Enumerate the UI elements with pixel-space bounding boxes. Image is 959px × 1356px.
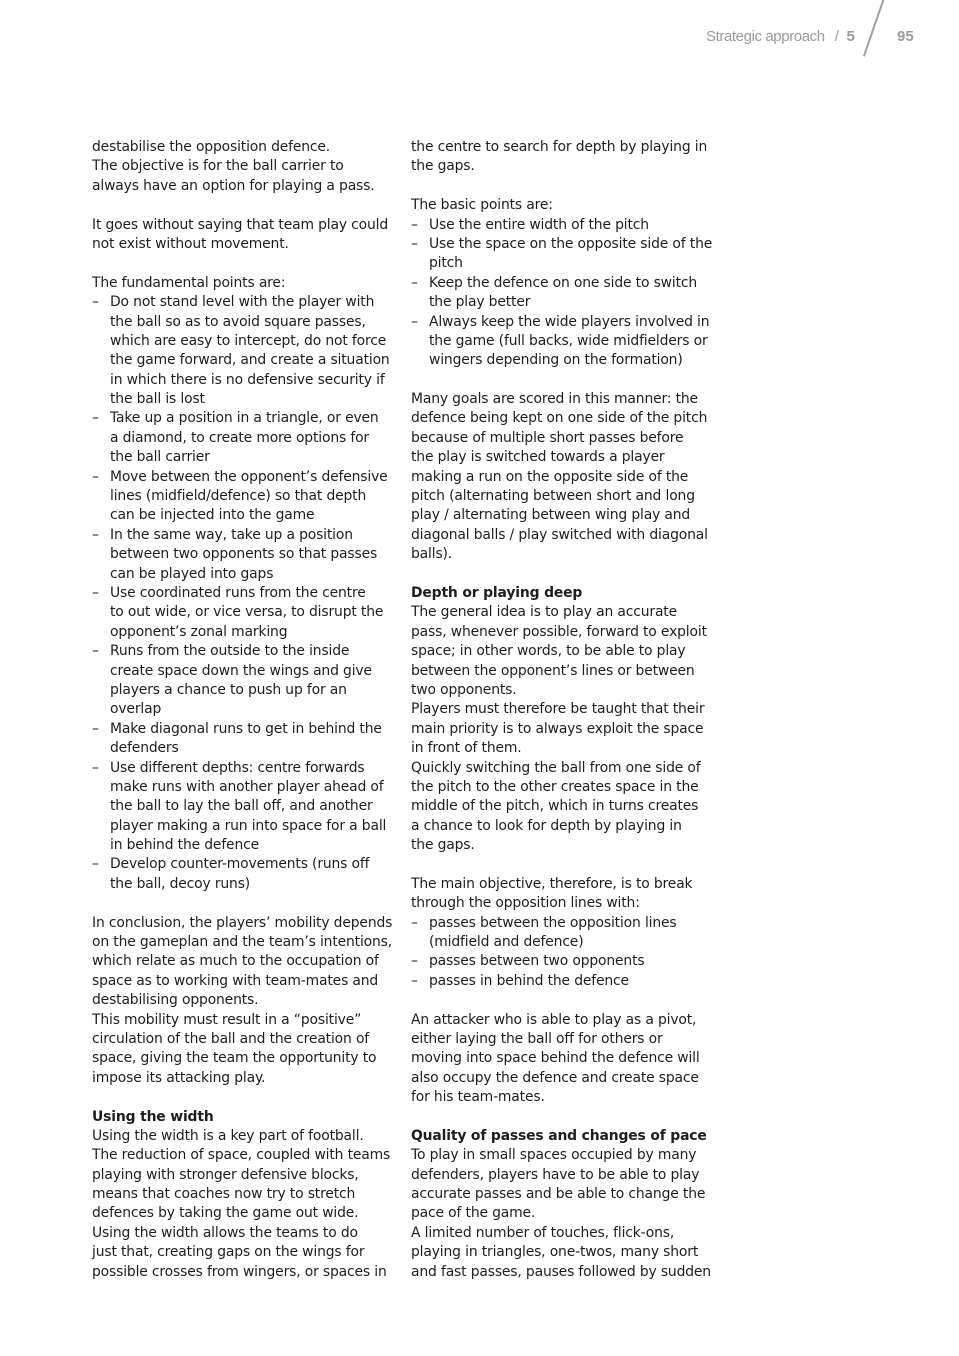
list-item-line: the play better (429, 294, 531, 311)
list-item-line: Make diagonal runs to get in behind the (110, 720, 382, 737)
list-item-line: Keep the defence on one side to switch (429, 274, 698, 291)
list-item-line: Use the space on the opposite side of the (429, 235, 713, 252)
list-item-line: (midfield and defence) (429, 934, 584, 951)
text-line: either laying the ball off for others or (411, 1030, 663, 1047)
text-line: Quickly switching the ball from one side of (411, 759, 701, 776)
text-line: the pitch to the other creates space in the (411, 778, 699, 795)
list-item-line: Use different depths: centre forwards (110, 759, 365, 776)
text-line: the gaps. (411, 837, 475, 854)
list-item (92, 720, 402, 759)
width-heading: Using the width (92, 1108, 214, 1125)
quality-heading: Quality of passes and changes of pace (411, 1127, 707, 1144)
list-item (92, 526, 402, 584)
list-item-line: in which there is no defensive security if (110, 371, 385, 388)
dash-bullet-icon: – (92, 468, 99, 485)
list-item-line: create space down the wings and give (110, 662, 372, 679)
dash-bullet-icon: – (92, 759, 99, 776)
list-item-line: which are easy to intercept, do not force (110, 332, 387, 349)
list-item-line: the game forward, and create a situation (110, 352, 390, 369)
text-line: through the opposition lines with: (411, 895, 640, 912)
list-item-line: a diamond, to create more options for (110, 429, 369, 446)
list-item-line: defenders (110, 740, 179, 757)
list-item-line: Take up a position in a triangle, or even (110, 410, 379, 427)
dash-bullet-icon: – (92, 410, 99, 427)
text-line: accurate passes and be able to change the (411, 1186, 706, 1203)
text-line: possible crosses from wingers, or spaces in (92, 1263, 387, 1280)
text-line: destabilising opponents. (92, 992, 259, 1009)
dash-bullet-icon: – (92, 720, 99, 737)
text-line: main priority is to always exploit the space (411, 720, 704, 737)
text-line: The main objective, therefore, is to break (411, 875, 693, 892)
text-line: space, giving the team the opportunity to (92, 1050, 377, 1067)
list-item-line: player making a run into space for a ball (110, 817, 387, 834)
objective-paragraph (411, 875, 721, 914)
conclusion-paragraph (92, 914, 402, 1089)
list-item-line: Develop counter-movements (runs off (110, 856, 370, 873)
list-item-line: Move between the opponent’s defensive (110, 468, 388, 485)
dash-bullet-icon: – (92, 294, 99, 311)
text-line: the centre to search for depth by playing in (411, 139, 708, 155)
text-line: between the opponent’s lines or between (411, 662, 695, 679)
list-item-line: make runs with another player ahead of (110, 778, 384, 795)
fundamental-points-list (92, 293, 402, 894)
text-line: To play in small spaces occupied by many (411, 1147, 697, 1164)
dash-bullet-icon: – (411, 274, 418, 291)
paragraph-gap (411, 855, 721, 874)
list-item-line: Do not stand level with the player with (110, 294, 375, 311)
list-item (92, 409, 402, 467)
basic-intro: The basic points are: (411, 197, 553, 214)
paragraph-gap (411, 565, 721, 584)
list-item-line: the ball is lost (110, 391, 205, 408)
text-line: the play is switched towards a player (411, 449, 665, 466)
list-item-line: Always keep the wide players involved in (429, 313, 710, 330)
list-item (92, 855, 402, 894)
paragraph-gap (92, 1088, 402, 1107)
list-item-line: the ball to lay the ball off, and another (110, 798, 373, 815)
list-item (411, 914, 721, 953)
left-column (92, 138, 402, 1282)
dash-bullet-icon: – (92, 526, 99, 543)
text-line: This mobility must result in a “positive” (92, 1011, 362, 1028)
page-header (0, 0, 959, 70)
objective-points-list (411, 914, 721, 992)
text-line: on the gameplan and the team’s intentions, (92, 934, 393, 951)
text-line: always have an option for playing a pass. (92, 177, 375, 194)
text-line: Using the width is a key part of football. (92, 1127, 364, 1144)
text-line: for his team-mates. (411, 1089, 545, 1106)
text-line: because of multiple short passes before (411, 429, 684, 446)
right-column (411, 138, 721, 1282)
list-item-line: Use coordinated runs from the centre (110, 584, 366, 601)
paragraph-gap (411, 371, 721, 390)
paragraph-gap (92, 196, 402, 215)
text-line: pass, whenever possible, forward to exploit (411, 623, 707, 640)
list-item-line: Use the entire width of the pitch (429, 216, 649, 233)
list-item (92, 759, 402, 856)
list-item-line: In the same way, take up a position (110, 526, 353, 543)
chapter-number: 5 (846, 28, 855, 45)
list-item-line: lines (midfield/defence) so that depth (110, 488, 367, 505)
list-item (92, 293, 402, 409)
pivot-paragraph (411, 1011, 721, 1108)
list-item-line: the ball, decoy runs) (110, 875, 251, 892)
list-item-line: the ball so as to avoid square passes, (110, 313, 366, 330)
dash-bullet-icon: – (411, 216, 418, 233)
list-item-line: pitch (429, 255, 463, 272)
list-item-line: passes between two opponents (429, 953, 645, 970)
dash-bullet-icon: – (411, 953, 418, 970)
list-item (92, 468, 402, 526)
text-line: a chance to look for depth by playing in (411, 817, 682, 834)
text-line: The reduction of space, coupled with teams (92, 1147, 391, 1164)
list-item-line: passes in behind the defence (429, 972, 629, 989)
list-item-line: can be played into gaps (110, 565, 274, 582)
list-item-line: the game (full backs, wide midfielders or (429, 332, 708, 349)
list-item (411, 274, 721, 313)
text-line: just that, creating gaps on the wings for (92, 1244, 365, 1261)
dash-bullet-icon: – (92, 856, 99, 873)
dash-bullet-icon: – (411, 235, 418, 252)
running-head (706, 28, 854, 45)
text-line: the gaps. (411, 158, 475, 175)
list-item-line: wingers depending on the formation) (429, 352, 683, 369)
text-line: Players must therefore be taught that their (411, 701, 705, 718)
list-item (92, 584, 402, 642)
text-line: moving into space behind the defence will (411, 1050, 700, 1067)
goals-paragraph (411, 390, 721, 565)
list-item (411, 972, 721, 991)
list-item-line: overlap (110, 701, 162, 718)
text-line: two opponents. (411, 681, 517, 698)
intro-paragraph (92, 138, 402, 196)
depth-paragraph (411, 603, 721, 855)
dash-bullet-icon: – (411, 914, 418, 931)
dash-bullet-icon: – (411, 972, 418, 989)
header-separator: / (834, 28, 839, 45)
list-item-line: players a chance to push up for an (110, 681, 347, 698)
list-item-line: between two opponents so that passes (110, 546, 378, 563)
text-line: making a run on the opposite side of the (411, 468, 689, 485)
text-line: pitch (alternating between short and long (411, 488, 695, 505)
text-line: middle of the pitch, which in turns creates (411, 798, 699, 815)
header-slash-divider (863, 0, 885, 57)
list-item-line: passes between the opposition lines (429, 914, 677, 931)
text-line: play / alternating between wing play and (411, 507, 691, 524)
width-paragraph (92, 1127, 402, 1282)
list-item-line: in behind the defence (110, 837, 259, 854)
text-line: Using the width allows the teams to do (92, 1224, 358, 1241)
text-line: playing in triangles, one-twos, many short (411, 1244, 699, 1261)
text-line: impose its attacking play. (92, 1069, 266, 1086)
text-line: An attacker who is able to play as a pivot, (411, 1011, 697, 1028)
quality-paragraph (411, 1146, 721, 1282)
fundamental-intro: The fundamental points are: (92, 274, 286, 291)
movement-paragraph (92, 216, 402, 255)
paragraph-gap (411, 177, 721, 196)
text-line: diagonal balls / play switched with diagonal (411, 526, 708, 543)
list-item (92, 642, 402, 720)
continuation-paragraph (411, 138, 721, 177)
paragraph-gap (92, 254, 402, 273)
text-line: It goes without saying that team play could (92, 216, 389, 233)
text-line: in front of them. (411, 740, 522, 757)
text-line: The general idea is to play an accurate (411, 604, 677, 621)
list-item (411, 235, 721, 274)
text-line: balls). (411, 546, 453, 563)
text-line: Many goals are scored in this manner: the (411, 391, 698, 408)
dash-bullet-icon: – (411, 313, 418, 330)
text-line: also occupy the defence and create space (411, 1069, 699, 1086)
dash-bullet-icon: – (92, 643, 99, 660)
text-line: defence being kept on one side of the pitch (411, 410, 708, 427)
text-line: space as to working with team-mates and (92, 972, 379, 989)
paragraph-gap (411, 991, 721, 1010)
text-line: destabilise the opposition defence. (92, 139, 331, 155)
text-line: pace of the game. (411, 1205, 536, 1222)
text-line: space; in other words, to be able to play (411, 643, 686, 660)
list-item (411, 216, 721, 235)
list-item (411, 952, 721, 971)
list-item-line: the ball carrier (110, 449, 210, 466)
text-line: playing with stronger defensive blocks, (92, 1166, 359, 1183)
basic-points-list (411, 216, 721, 371)
text-line: not exist without movement. (92, 235, 289, 252)
list-item-line: can be injected into the game (110, 507, 315, 524)
list-item (411, 313, 721, 371)
section-title: Strategic approach (706, 28, 825, 45)
dash-bullet-icon: – (92, 584, 99, 601)
text-line: means that coaches now try to stretch (92, 1186, 356, 1203)
text-line: defences by taking the game out wide. (92, 1205, 359, 1222)
paragraph-gap (411, 1108, 721, 1127)
list-item-line: opponent’s zonal marking (110, 623, 288, 640)
text-line: which relate as much to the occupation of (92, 953, 379, 970)
depth-heading: Depth or playing deep (411, 584, 583, 601)
text-line: defenders, players have to be able to play (411, 1166, 700, 1183)
text-line: In conclusion, the players’ mobility depends (92, 914, 393, 931)
paragraph-gap (92, 894, 402, 913)
page-number: 95 (897, 28, 914, 45)
list-item-line: to out wide, or vice versa, to disrupt the (110, 604, 384, 621)
text-line: circulation of the ball and the creation of (92, 1030, 370, 1047)
text-line: A limited number of touches, flick-ons, (411, 1224, 675, 1241)
text-line: and fast passes, pauses followed by sudden (411, 1263, 711, 1280)
text-line: The objective is for the ball carrier to (92, 158, 344, 175)
list-item-line: Runs from the outside to the inside (110, 643, 350, 660)
